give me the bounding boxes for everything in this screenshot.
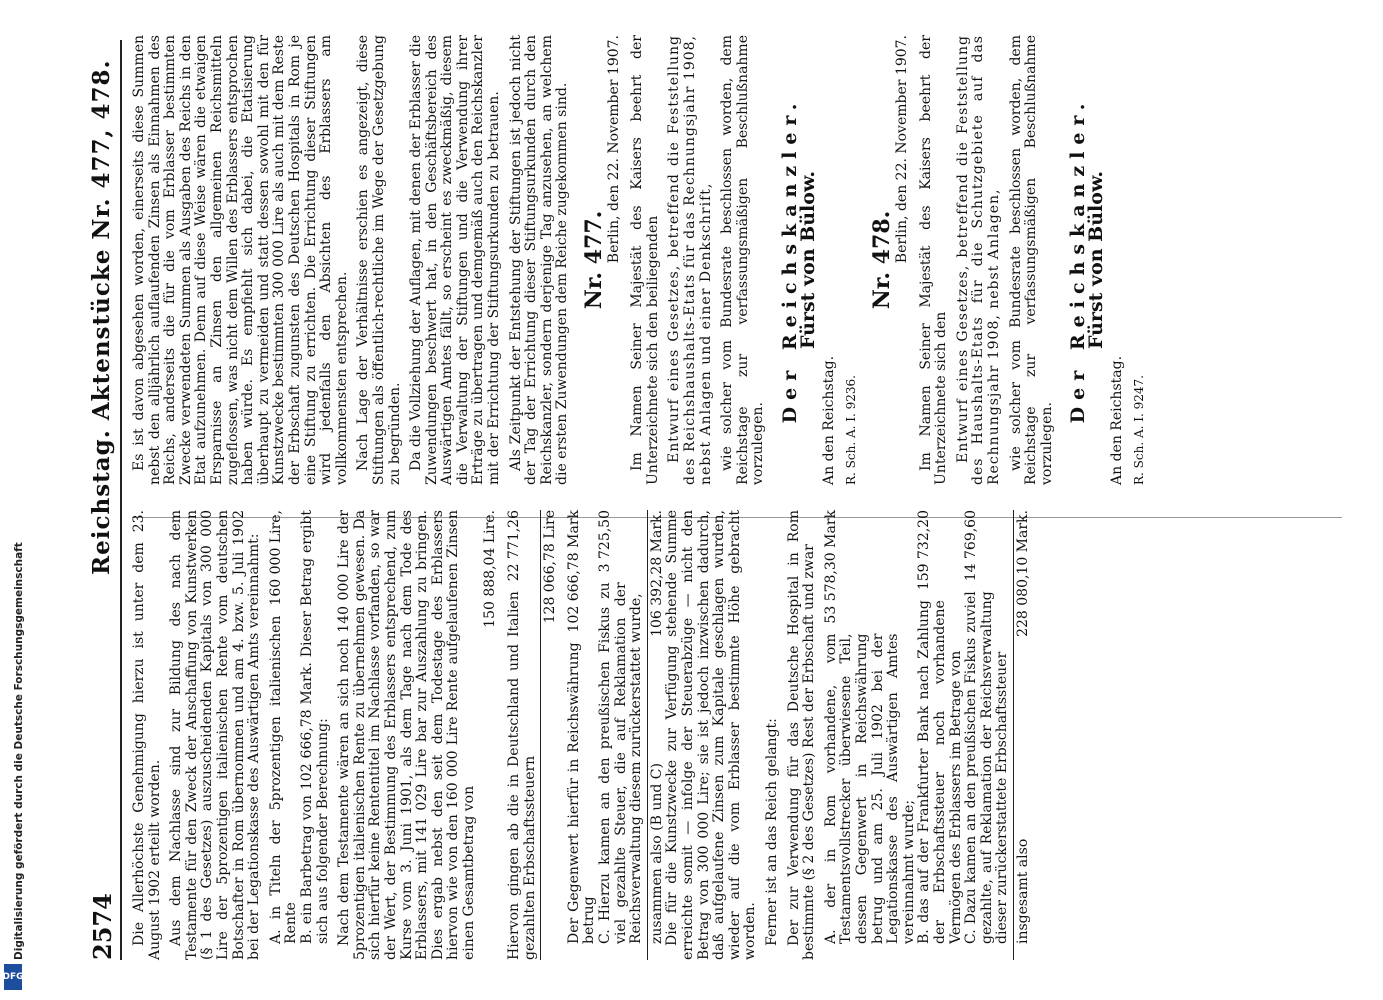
item-label: insgesamt also bbox=[1014, 838, 1031, 944]
list-item bbox=[269, 510, 300, 960]
item-amount: 159 732,20 bbox=[916, 510, 933, 591]
item-amount: 22 771,26 bbox=[506, 510, 523, 582]
item-amount: 3 725,50 bbox=[597, 510, 614, 573]
paragraph: Nach Lage der Verhältnisse erschien es angezeigt, diese Stiftungen als öffentlich-rechtliche im Wege der Gesetzgebung zu begründen. bbox=[355, 35, 403, 485]
document-number: Nr. 477. bbox=[581, 210, 608, 310]
paragraph: Da die Vollziehung der Auflagen, mit denen der Erblasser die Zuwendungen beschwert hat, in den Geschäftsbereich des Auswärtigen Amtes fällt, so erscheint es zweckmäßig, diesem die Verwaltung der Stiftungen und die Verwendung ihrer Erträge zu übertragen und demgemäß auch den Reichskanzler mit der Errichtung der Stiftungsurkunden zu betrauen. bbox=[408, 35, 503, 485]
paragraph: Als Zeitpunkt der Entstehung der Stiftungen ist jedoch nicht der Tag der Errichtung dieser Stiftungsurkunden durch den Reichskanzler, sondern derjenige Tag anzusehen, an welchem die ersten Zuwendungen dem Reiche zugekommen sind. bbox=[507, 35, 571, 485]
item-label: C. Dazu kamen an den preußischen Fiskus zuviel gezahlte, auf Reklamation der Reichsverwaltung dieser zurückerstattete Erbschaftssteuer bbox=[963, 591, 1011, 944]
signer-title: Der Reichskanzler. bbox=[778, 96, 801, 424]
item-amount: 106 392,28 Mark. bbox=[648, 510, 665, 637]
left-column bbox=[132, 510, 1342, 960]
draft-title: Entwurf eines Gesetzes, betreffend die Feststellung des Reichshaushalts-Etats für das Rechnungsjahr 1908, nebst Anlagen und einer Denkschrift, bbox=[666, 35, 714, 485]
list-item bbox=[964, 510, 1011, 960]
item-label: Hiervon gingen ab die in Deutschland und Italien gezahlten Erbschaftssteuern bbox=[506, 591, 538, 960]
page-title: Reichstag. Aktenstücke Nr. 477, 478. bbox=[88, 59, 115, 575]
signer-title: Der Reichskanzler. bbox=[1067, 96, 1090, 424]
addressee: An den Reichstag. bbox=[821, 355, 838, 485]
list-item bbox=[598, 510, 645, 960]
signer-name: Fürst von Bülow. bbox=[796, 170, 819, 350]
paragraph: Aus dem Nachlasse sind zur Bildung des nach dem Testamente für den Zweck der Anschaffung von Kunstwerken (§ 1 des Gesetzes) auszuscheidenden Kapitals von 300 000 Lire der 5prozentigen italienischen Rente vom deutschen Botschafter in Rom übernommen und am 4. bzw. 5. Juli 1902 bei der Legationskasse des Auswärtigen Amts vereinnahmt: bbox=[168, 510, 263, 960]
page-number: 2574 bbox=[88, 893, 117, 960]
paragraph: Die Allerhöchste Genehmigung hierzu ist unter dem 23. August 1902 erteilt worden. bbox=[131, 510, 163, 960]
item-amount: 53 578,30 Mark bbox=[822, 510, 839, 624]
paragraph: Im Namen Seiner Majestät des Kaisers beehrt der Unterzeichnete sich den beiliegenden bbox=[629, 35, 661, 485]
item-label: B. das auf der Frankfurter Bank nach Zahlung der Erbschaftssteuer noch vorhandene Vermögen des Erblassers im Betrage von bbox=[916, 600, 964, 944]
list-item bbox=[1013, 510, 1032, 960]
item-label: zusammen also (B und C) bbox=[648, 763, 665, 944]
paragraph: Es ist davon abgesehen worden, einerseits diese Summen nebst den alljährlich auflaufenden Zinsen als Einnahmen des Reichs, anderseits die für die vom Erblasser bestimmten Zwecke verwendeten Summen als Ausgaben des Reichs in den Etat aufzunehmen. Denn auf diese Weise wären die etwaigen Ersparnisse an Zinsen den allgemeinen Reichsmitteln zugeflossen, was nicht dem Willen des Erblassers entsprochen haben würde. Es empfiehlt sich dabei, die Etatisierung überhaupt zu vermeiden und statt dessen sowohl mit den für Kunstzwecke bestimmten 300 000 Lire als auch mit dem Reste der Erbschaft zugunsten des Deutschen Hospitals in Rom je eine Stiftung zu errichten. Die Errichtung dieser Stiftungen wird jedenfalls den Absichten des Erblassers am vollkommensten entsprechen. bbox=[131, 35, 350, 485]
item-label: A. der in Rom vorhandene, vom Testamentsvollstrecker überwiesene Teil, dessen Gegenwert in Reichswährung betrug und am 25. Juli 1902 bei der Legationskasse des Auswärtigen Amtes vereinnahmt wurde; bbox=[822, 633, 917, 944]
document-478 bbox=[869, 35, 1147, 485]
list-item: B. ein Barbetrag von 102 666,78 Mark. Dieser Betrag ergibt sich aus folgender Berechnung: bbox=[298, 510, 331, 944]
item-amount: 102 666,78 Mark bbox=[565, 510, 582, 633]
paragraph: Nach dem Testamente wären an sich noch 140 000 Lire der 5prozentigen italienischen Rente zu übernehmen gewesen. Da sich hierfür keine Rententitel im Nachlasse vorfanden, so war der Wert, der Bestimmung des Erblassers entsprechend, zum Kurse vom 3. Juni 1901, als dem Tage nach dem Tode des Erblassers, mit 141 029 Lire bar zur Auszahlung zu bringen. Dies ergab nebst den seit dem Todestage des Erblassers hiervon wie von den 160 000 Lire Rente aufgelaufenen Zinsen einen Gesamtbetrag von bbox=[336, 510, 477, 960]
item-label: C. Hierzu kamen an den preußischen Fiskus zu viel gezahlte Steuer, die auf Reklamation der Reichsverwaltung diesem zurückerstattet wurde, bbox=[597, 582, 645, 944]
list-item bbox=[647, 510, 666, 960]
dfg-logo-icon: DFG bbox=[4, 964, 22, 990]
list-item bbox=[824, 510, 918, 960]
item-amount: 14 769,60 bbox=[963, 510, 980, 582]
document-number: Nr. 478. bbox=[869, 210, 896, 310]
addressee: An den Reichstag. bbox=[1109, 355, 1126, 485]
paragraph: Die für die Kunstzwecke zur Verfügung stehende Summe erreichte somit — infolge der Steuerabzüge — nicht den Betrag von 300 000 Lire; sie ist jedoch inzwischen dadurch, daß aufgelaufene Zinsen zum Kapitale geschlagen wurden, wieder auf die vom Erblasser bestimmte Höhe gebracht worden. bbox=[664, 510, 759, 960]
list-item bbox=[917, 510, 964, 960]
list-item bbox=[507, 510, 538, 960]
amount: 150 888,04 Lire. bbox=[482, 510, 499, 628]
amount: 128 066,78 Lire bbox=[540, 510, 559, 960]
signer-name: Fürst von Bülow. bbox=[1084, 170, 1107, 350]
reference-number: R. Sch. A. I. 9236. bbox=[843, 375, 858, 485]
item-label: A. in Titeln der 5prozentigen italienischen Rente bbox=[267, 615, 300, 944]
dateline: Berlin, den 22. November 1907. bbox=[893, 35, 910, 264]
page-header bbox=[86, 40, 122, 960]
funding-note: Digitalisierung gefördert durch die Deutsche Forschungsgemeinschaft bbox=[13, 542, 25, 960]
paragraph: wie solcher vom Bundesrate beschlossen worden, dem Reichstage zur verfassungsmäßigen Beschlußnahme vorzulegen. bbox=[719, 35, 767, 485]
document-477 bbox=[581, 35, 859, 485]
item-label: Der Gegenwert hierfür in Reichswährung betrug bbox=[565, 642, 598, 944]
right-column bbox=[132, 35, 1342, 485]
reference-number: R. Sch. A. I. 9247. bbox=[1132, 375, 1147, 485]
dateline: Berlin, den 22. November 1907. bbox=[605, 35, 622, 264]
paragraph: Im Namen Seiner Majestät des Kaisers beehrt der Unterzeichnete sich den bbox=[917, 35, 950, 485]
list-item bbox=[567, 510, 598, 960]
draft-title: Entwurf eines Gesetzes, betreffend die Feststellung des Haushalts-Etats für die Schutzgebiete auf das Rechnungsjahr 1908, nebst Anlagen, bbox=[954, 35, 1002, 485]
paragraph: wie solcher vom Bundesrate beschlossen worden, dem Reichstage zur verfassungsmäßigen Beschlußnahme vorzulegen. bbox=[1007, 35, 1055, 485]
item-amount: 160 000 Lire, bbox=[267, 510, 284, 606]
paragraph: Der zur Verwendung für das Deutsche Hospital in Rom bestimmte (§ 2 des Gesetzes) Rest der Erbschaft und zwar bbox=[785, 510, 818, 960]
paragraph: Ferner ist an das Reich gelangt: bbox=[763, 718, 780, 946]
item-amount: 228 080,10 Mark. bbox=[1014, 510, 1031, 637]
